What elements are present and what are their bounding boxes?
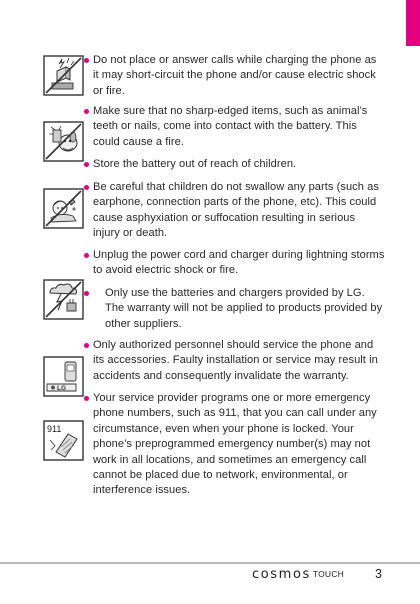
safety-item-authorized-service <box>93 338 385 384</box>
safety-item-sharp-edges <box>93 104 385 150</box>
bullet-icon <box>84 185 89 190</box>
dog-chewing-battery-warning-icon <box>43 121 84 162</box>
footer-divider <box>0 562 420 564</box>
safety-item-text: Only authorized personnel should service the phone and its accessories. Faulty installation or service may result in accidents and consequently invalidate the warranty. <box>93 339 378 382</box>
brand-sub: TOUCH <box>312 569 344 579</box>
safety-item-text: Store the battery out of reach of children. <box>93 158 297 170</box>
bullet-icon <box>84 162 89 167</box>
safety-item-text: Unplug the power cord and charger during lightning storms to avoid electric shock or fire. <box>93 249 385 277</box>
safety-item-emergency-calls <box>93 391 385 499</box>
bullet-icon <box>84 109 89 114</box>
section-tab-marker <box>406 0 420 46</box>
safety-item-text: Make sure that no sharp-edged items, such as animal’s teeth or nails, come into contact with the battery. This could cause a fire. <box>93 105 368 148</box>
safety-item-text: Your service provider programs one or more emergency phone numbers, such as 911, that you can call under any circumstance, even when your phone is locked. Your phone’s preprogrammed emergency number(s) may not work in all locations, and sometimes an emergency call cannot be placed due to network, environmental, or interference issues. <box>93 392 377 497</box>
brand-name: cosmos <box>252 567 311 582</box>
bullet-icon <box>84 343 89 348</box>
charging-phone-warning-icon <box>43 55 84 96</box>
page-number: 3 <box>375 567 382 581</box>
safety-item-text: Only use the batteries and chargers provided by LG. The warranty will not be applied to products provided by other suppliers. <box>105 287 383 330</box>
bullet-icon <box>84 58 89 63</box>
safety-item-text: Be careful that children do not swallow any parts (such as earphone, connection parts of the phone, etc). This could cause asphyxiation or suffocation resulting in serious injury or death. <box>93 181 379 240</box>
safety-item-charging <box>93 53 385 99</box>
lg-charger-icon <box>43 356 84 397</box>
emergency-911-phone-icon <box>43 420 84 461</box>
lightning-storm-warning-icon <box>43 279 84 320</box>
safety-item-text: Do not place or answer calls while charging the phone as it may short-circuit the phone and/or cause electric shock or fire. <box>93 54 377 97</box>
lg-logo-label: LG <box>57 385 67 392</box>
bullet-icon <box>84 291 89 296</box>
bullet-icon <box>84 396 89 401</box>
safety-item-swallow <box>93 180 385 242</box>
bullet-icon <box>84 253 89 258</box>
safety-item-lg-batteries <box>105 286 385 332</box>
safety-item-lightning <box>93 248 385 279</box>
child-swallow-parts-warning-icon <box>43 188 84 229</box>
safety-item-children-reach <box>93 157 385 172</box>
brand-logo <box>252 567 344 582</box>
emergency-number-label: 911 <box>47 424 62 434</box>
